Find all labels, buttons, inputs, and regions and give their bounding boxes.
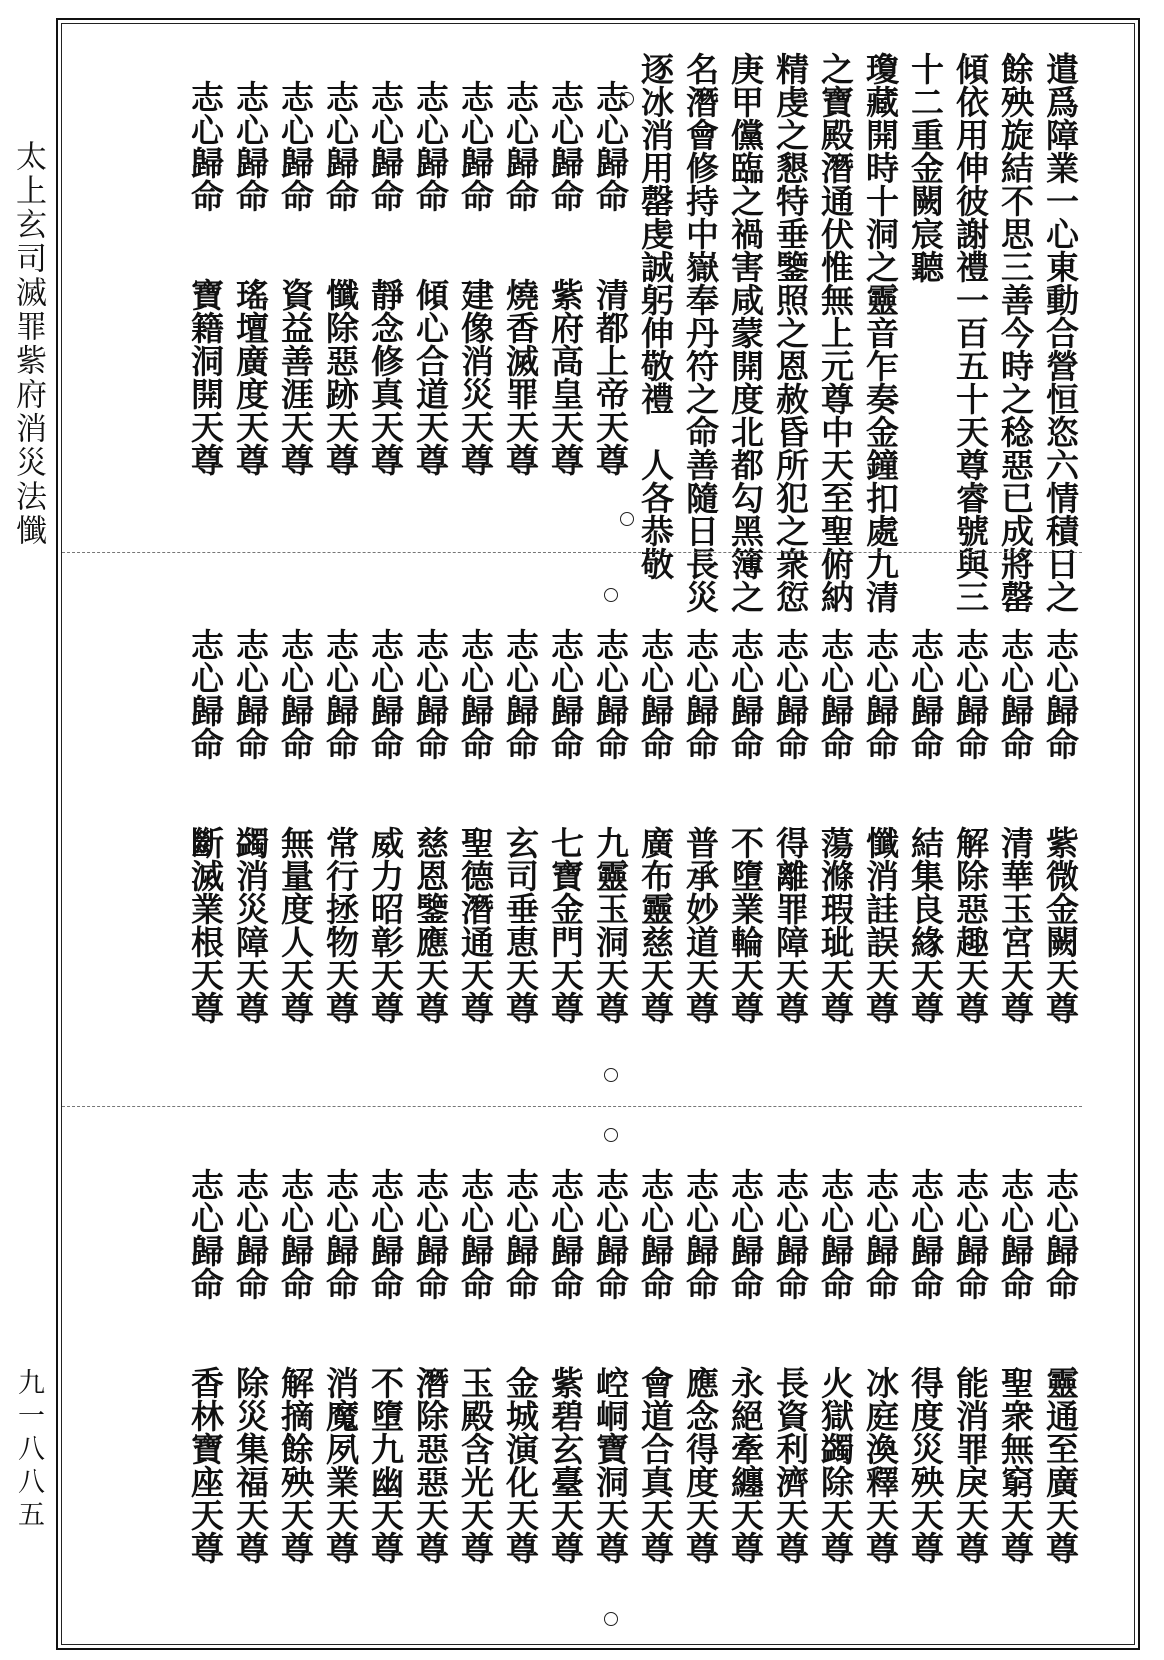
entry-name: 普承妙道天尊: [681, 826, 720, 1024]
litany-entry: [723, 628, 767, 1024]
litany-entry: [363, 1168, 407, 1564]
entry-prefix: 志心歸命: [186, 1168, 225, 1300]
entry-prefix: 志心歸命: [861, 1168, 900, 1300]
entry-prefix: 志心歸命: [726, 628, 765, 760]
entry-prefix: 志心歸命: [411, 80, 450, 212]
litany-entry: [408, 1168, 452, 1564]
litany-entry: [318, 1168, 362, 1564]
entry-prefix: 志心歸命: [681, 1168, 720, 1300]
intro-line: 庚甲儻臨之禍害咸蒙開度北都勾黑簿之: [726, 52, 765, 613]
entry-name: 消魔夙業天尊: [321, 1366, 360, 1564]
entry-prefix: 志心歸命: [771, 628, 810, 760]
entry-name: 得度災殃天尊: [906, 1366, 945, 1564]
litany-entry: [363, 80, 407, 476]
entry-prefix: 志心歸命: [456, 80, 495, 212]
entry-name: 無量度人天尊: [276, 826, 315, 1024]
litany-entry: [993, 1168, 1037, 1564]
litany-entry: [183, 80, 227, 476]
entry-prefix: 志心歸命: [591, 1168, 630, 1300]
entry-name: 懺消詿誤天尊: [861, 826, 900, 1024]
entry-name: 解摘餘殃天尊: [276, 1366, 315, 1564]
litany-entry: [903, 1168, 947, 1564]
litany-entry: [228, 1168, 272, 1564]
entry-name: 懺除惡跡天尊: [321, 278, 360, 476]
intro-line: 遣爲障業一心東動合營恒恣六情積日之: [1041, 52, 1080, 613]
entry-prefix: 志心歸命: [726, 1168, 765, 1300]
entry-prefix: 志心歸命: [186, 80, 225, 212]
litany-entry: [813, 1168, 857, 1564]
circle-mark: [604, 1068, 618, 1082]
entry-prefix: 志心歸命: [366, 1168, 405, 1300]
entry-prefix: 志心歸命: [366, 628, 405, 760]
entry-name: 不墮業輪天尊: [726, 826, 765, 1024]
entry-prefix: 志心歸命: [276, 1168, 315, 1300]
entry-name: 建像消災天尊: [456, 278, 495, 476]
entry-prefix: 志心歸命: [1041, 1168, 1080, 1300]
entry-prefix: 志心歸命: [906, 628, 945, 760]
litany-entry: [588, 628, 632, 1024]
intro-line: 之寶殿潛通伏惟無上元尊中天至聖俯納: [816, 52, 855, 613]
litany-entry: [1038, 1168, 1082, 1564]
entry-prefix: 志心歸命: [996, 628, 1035, 760]
entry-name: 瑤壇廣度天尊: [231, 278, 270, 476]
circle-mark: [604, 588, 618, 602]
entry-prefix: 志心歸命: [501, 80, 540, 212]
entry-name: 香林寶座天尊: [186, 1366, 225, 1564]
entry-prefix: 志心歸命: [591, 628, 630, 760]
entry-prefix: 志心歸命: [1041, 628, 1080, 760]
entry-name: 慈恩鑒應天尊: [411, 826, 450, 1024]
entry-name: 玉殿含光天尊: [456, 1366, 495, 1564]
litany-entry: [273, 628, 317, 1024]
entry-name: 廣布靈慈天尊: [636, 826, 675, 1024]
entry-name: 紫碧玄臺天尊: [546, 1366, 585, 1564]
intro-line: 名潛會修持中嶽奉丹符之命善隨日長災: [681, 52, 720, 613]
litany-entry: [408, 80, 452, 476]
entry-name: 靜念修真天尊: [366, 278, 405, 476]
litany-entry: [813, 628, 857, 1024]
entry-prefix: 志心歸命: [771, 1168, 810, 1300]
entry-name: 永絕牽纏天尊: [726, 1366, 765, 1564]
litany-entry: [228, 628, 272, 1024]
entry-prefix: 志心歸命: [321, 1168, 360, 1300]
litany-entry: [1038, 628, 1082, 1024]
entry-name: 崆峒寶洞天尊: [591, 1366, 630, 1564]
entry-name: 火獄蠲除天尊: [816, 1366, 855, 1564]
litany-entry: [498, 1168, 542, 1564]
litany-entry: [588, 1168, 632, 1564]
litany-entry: [318, 628, 362, 1024]
entry-name: 聖德潛通天尊: [456, 826, 495, 1024]
entry-prefix: 志心歸命: [276, 628, 315, 760]
litany-entry: [183, 1168, 227, 1564]
entry-name: 會道合真天尊: [636, 1366, 675, 1564]
litany-entry: [633, 1168, 677, 1564]
entry-prefix: 志心歸命: [321, 628, 360, 760]
circle-mark: [620, 512, 634, 526]
entry-name: 聖衆無窮天尊: [996, 1366, 1035, 1564]
entry-name: 結集良緣天尊: [906, 826, 945, 1024]
entry-prefix: 志心歸命: [456, 1168, 495, 1300]
entry-prefix: 志心歸命: [906, 1168, 945, 1300]
entry-name: 潛除惡惡天尊: [411, 1366, 450, 1564]
litany-entry: [858, 1168, 902, 1564]
entry-prefix: 志心歸命: [501, 628, 540, 760]
litany-entry: [318, 80, 362, 476]
litany-entry: [948, 1168, 992, 1564]
litany-entry: [228, 80, 272, 476]
intro-line: 精虔之懇特垂鑒照之恩赦昏所犯之衆愆: [771, 52, 810, 613]
litany-entry: [543, 1168, 587, 1564]
litany-entry: [678, 628, 722, 1024]
entry-name: 紫府高皇天尊: [546, 278, 585, 476]
entry-name: 燒香滅罪天尊: [501, 278, 540, 476]
section-divider: [62, 552, 1082, 553]
intro-line: 十二重金闕宸聽: [906, 52, 945, 283]
litany-entry: [453, 1168, 497, 1564]
circle-mark: [604, 1612, 618, 1626]
litany-entry: [993, 628, 1037, 1024]
entry-prefix: 志心歸命: [411, 1168, 450, 1300]
litany-entry: [903, 628, 947, 1024]
intro-line: 逐冰消用罄虔誠躬伸敬禮 人各恭敬: [636, 52, 675, 580]
entry-prefix: 志心歸命: [591, 80, 630, 212]
litany-entry: [408, 628, 452, 1024]
entry-prefix: 志心歸命: [501, 1168, 540, 1300]
bottom-section: [62, 1168, 1082, 1564]
litany-entry: [453, 628, 497, 1024]
litany-entry: [453, 80, 497, 476]
entry-name: 蕩滌瑕玼天尊: [816, 826, 855, 1024]
entry-prefix: 志心歸命: [546, 80, 585, 212]
intro-line: 傾依用伸彼謝禮一百五十天尊睿號與三: [951, 52, 990, 613]
litany-entry: [543, 628, 587, 1024]
entry-name: 不墮九幽天尊: [366, 1366, 405, 1564]
circle-mark: [604, 1128, 618, 1142]
circle-mark: [620, 92, 634, 106]
litany-entry: [858, 628, 902, 1024]
entry-name: 長資利濟天尊: [771, 1366, 810, 1564]
entry-prefix: 志心歸命: [996, 1168, 1035, 1300]
litany-entry: [678, 1168, 722, 1564]
litany-entry: [768, 628, 812, 1024]
entry-prefix: 志心歸命: [366, 80, 405, 212]
entry-name: 冰庭渙釋天尊: [861, 1366, 900, 1564]
entry-name: 蠲消災障天尊: [231, 826, 270, 1024]
intro-line: 餘殃旋結不思三善今時之稔惡已成將罄: [996, 52, 1035, 613]
middle-section: [62, 628, 1082, 1024]
litany-entry: [723, 1168, 767, 1564]
top-section: [62, 52, 1082, 613]
entry-name: 威力昭彰天尊: [366, 826, 405, 1024]
litany-entry: [498, 628, 542, 1024]
entry-prefix: 志心歸命: [636, 628, 675, 760]
entry-prefix: 志心歸命: [816, 1168, 855, 1300]
entry-name: 斷滅業根天尊: [186, 826, 225, 1024]
entry-name: 常行拯物天尊: [321, 826, 360, 1024]
litany-entry: [273, 1168, 317, 1564]
entry-prefix: 志心歸命: [231, 628, 270, 760]
entry-prefix: 志心歸命: [276, 80, 315, 212]
litany-entry: [633, 628, 677, 1024]
entry-prefix: 志心歸命: [951, 628, 990, 760]
litany-entry: [588, 80, 632, 476]
entry-name: 金城演化天尊: [501, 1366, 540, 1564]
entry-name: 資益善涯天尊: [276, 278, 315, 476]
entry-prefix: 志心歸命: [231, 1168, 270, 1300]
entry-prefix: 志心歸命: [231, 80, 270, 212]
entry-prefix: 志心歸命: [456, 628, 495, 760]
entry-name: 清都上帝天尊: [591, 278, 630, 476]
entry-name: 解除惡趣天尊: [951, 826, 990, 1024]
entry-prefix: 志心歸命: [546, 1168, 585, 1300]
litany-entry: [498, 80, 542, 476]
entry-prefix: 志心歸命: [636, 1168, 675, 1300]
entry-name: 能消罪戾天尊: [951, 1366, 990, 1564]
entry-prefix: 志心歸命: [186, 628, 225, 760]
entry-prefix: 志心歸命: [816, 628, 855, 760]
litany-entry: [363, 628, 407, 1024]
entry-name: 應念得度天尊: [681, 1366, 720, 1564]
entry-name: 除災集福天尊: [231, 1366, 270, 1564]
litany-entry: [948, 628, 992, 1024]
side-title: 太上玄司滅罪紫府消災法懺: [10, 140, 46, 548]
side-page-number: 九一八八五: [13, 1368, 44, 1533]
entry-name: 傾心合道天尊: [411, 278, 450, 476]
entry-prefix: 志心歸命: [321, 80, 360, 212]
litany-entry: [183, 628, 227, 1024]
litany-entry: [768, 1168, 812, 1564]
section-divider: [62, 1106, 1082, 1107]
entry-prefix: 志心歸命: [546, 628, 585, 760]
entry-name: 紫微金闕天尊: [1041, 826, 1080, 1024]
entry-name: 靈通至廣天尊: [1041, 1366, 1080, 1564]
entry-name: 九靈玉洞天尊: [591, 826, 630, 1024]
entry-prefix: 志心歸命: [411, 628, 450, 760]
entry-name: 寶籍洞開天尊: [186, 278, 225, 476]
litany-entry: [273, 80, 317, 476]
entry-prefix: 志心歸命: [951, 1168, 990, 1300]
entry-name: 七寶金門天尊: [546, 826, 585, 1024]
entry-name: 清華玉宮天尊: [996, 826, 1035, 1024]
intro-line: 瓊藏開時十洞之靈音乍奏金鐘扣處九清: [861, 52, 900, 613]
litany-entry: [543, 80, 587, 476]
entry-name: 玄司垂恵天尊: [501, 826, 540, 1024]
entry-prefix: 志心歸命: [861, 628, 900, 760]
entry-name: 得離罪障天尊: [771, 826, 810, 1024]
entry-prefix: 志心歸命: [681, 628, 720, 760]
